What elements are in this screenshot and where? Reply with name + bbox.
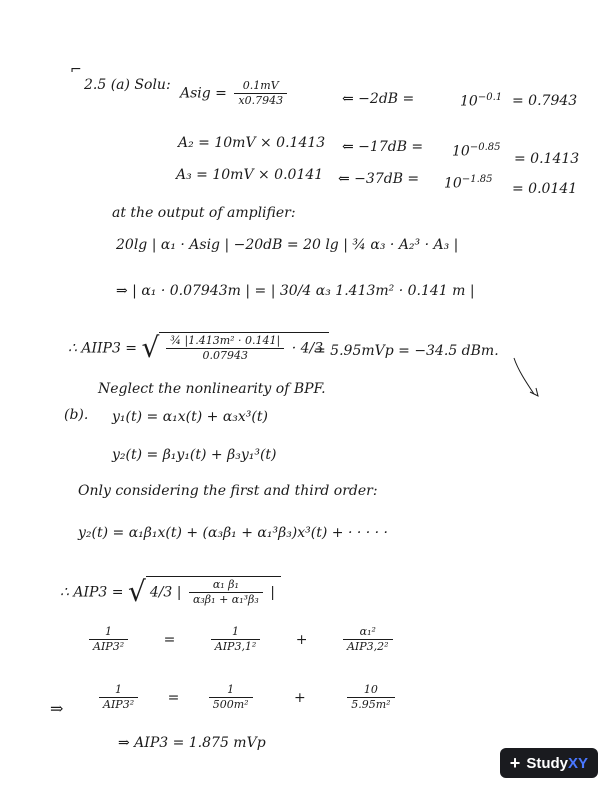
part-b-label: (b). (64, 407, 89, 423)
annotation-arrow (508, 356, 548, 398)
a3-db: ⇐ −37dB = (338, 171, 420, 187)
output-note: at the output of amplifier: (112, 205, 296, 221)
equation-alpha: ⇒ | α₁ · 0.07943m | = | 30/4 α₃ 1.413m² · 0.141 m | (116, 283, 475, 299)
equation-cascade: $\frac{1}{\text{AIP3²}}$ = $\frac{1}{\text{AIP3,1²}}$ + $\frac{\text{α₁²}}{\text{AIP3,2²}}$ (86, 626, 396, 653)
neglect-note: Neglect the nonlinearity of BPF. (98, 381, 326, 397)
equation-y2-full: y₂(t) = α₁β₁x(t) + (α₃β₁ + α₁³β₃)x³(t) + · · · · · (78, 525, 389, 541)
implies-arrow: ⇒ (50, 699, 64, 718)
equation-aip3: ∴ AIP3 = √ 4/3 | $\frac{\text{α₁ β₁}}{\text{α₃β₁ + α₁³β₃}}$ | (60, 576, 281, 608)
final-answer: ⇒ AIP3 = 1.875 mVp (118, 735, 266, 751)
sqrt-icon: √ (127, 575, 146, 609)
equation-a3: A₃ = 10mV × 0.0141 (176, 167, 324, 183)
equation-y1: y₁(t) = α₁x(t) + α₃x³(t) (112, 409, 268, 425)
part-a-label: 2.5 (a) Solu: (84, 77, 171, 93)
order-note: Only considering the first and third order: (78, 483, 378, 499)
equation-a2: A₂ = 10mV × 0.1413 (178, 135, 326, 151)
sqrt-icon: √ (141, 331, 160, 365)
equation-numeric: $\frac{1}{\text{AIP3²}}$ = $\frac{1}{\text{500m²}}$ + $\frac{10}{\text{5.95m²}}$ (96, 684, 398, 711)
equation-asig: Asig = $\frac{0.1mV}{x0.7943}$ (180, 80, 290, 107)
a2-result: = 0.1413 (514, 151, 580, 167)
asig-db: ⇐ −2dB = (342, 91, 415, 107)
aiip3-result: = 5.95mVp = −34.5 dBm. (314, 343, 499, 359)
asig-power: $10^{-0.1}$ (460, 92, 503, 110)
a3-result: = 0.0141 (512, 181, 578, 197)
a2-db: ⇐ −17dB = (342, 139, 424, 155)
plus-icon: + (509, 753, 521, 773)
margin-mark: ⌐ (70, 62, 82, 78)
equation-gain: 20lg | α₁ · Asig | −20dB = 20 lg | ¾ α₃ · A₂³ · A₃ | (116, 237, 459, 253)
a3-power: $10^{-1.85}$ (444, 174, 493, 192)
asig-result: = 0.7943 (512, 93, 578, 109)
a2-power: $10^{-0.85}$ (452, 142, 501, 160)
equation-aiip3: ∴ AIIP3 = √ $\frac{\text{¾ |1.413m² · 0.141|}}{0.07943}$ · 4/3 (68, 332, 329, 364)
equation-y2: y₂(t) = β₁y₁(t) + β₃y₁³(t) (112, 447, 277, 463)
studyxy-badge[interactable]: + StudyXY (500, 748, 598, 778)
